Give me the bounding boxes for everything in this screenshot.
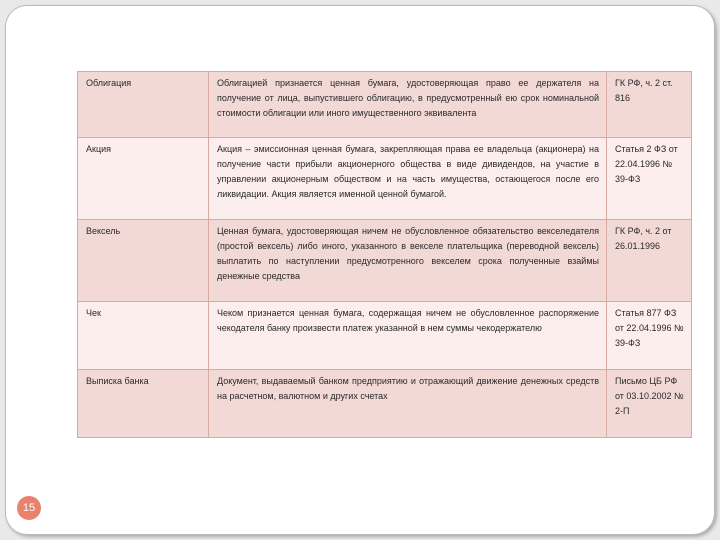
source-cell: ГК РФ, ч. 2 от 26.01.1996	[607, 220, 692, 302]
term-cell: Вексель	[78, 220, 209, 302]
definition-cell: Акция – эмиссионная ценная бумага, закрепляющая права ее владельца (акционера) на получение части прибыли акционерного общества в виде дивидендов, на участие в управлении акционерным обществом и на часть имущества, остающегося после его ликвидации. Акция является именной ценной бумагой.	[209, 138, 607, 220]
table-row	[78, 138, 692, 220]
source-cell: Статья 877 ФЗ от 22.04.1996 № 39-ФЗ	[607, 302, 692, 370]
term-cell: Чек	[78, 302, 209, 370]
term-cell: Выписка банка	[78, 370, 209, 438]
table-row	[78, 220, 692, 302]
slide	[5, 5, 715, 535]
source-cell: Статья 2 ФЗ от 22.04.1996 № 39-ФЗ	[607, 138, 692, 220]
definition-cell: Облигацией признается ценная бумага, удостоверяющая право ее держателя на получение от лица, выпустившего облигацию, в предусмотренный ею срок номинальной стоимости облигации или иного имущественного эквивалента	[209, 72, 607, 138]
table-row	[78, 370, 692, 438]
table-row	[78, 302, 692, 370]
source-cell: ГК РФ, ч. 2 ст. 816	[607, 72, 692, 138]
definition-cell: Документ, выдаваемый банком предприятию и отражающий движение денежных средств на расчетном, валютном и других счетах	[209, 370, 607, 438]
page-number-badge: 15	[17, 496, 41, 520]
term-cell: Акция	[78, 138, 209, 220]
securities-table	[77, 71, 692, 438]
definition-cell: Чеком признается ценная бумага, содержащая ничем не обусловленное распоряжение чекодателя банку произвести платеж указанной в нем суммы чекодержателю	[209, 302, 607, 370]
source-cell: Письмо ЦБ РФ от 03.10.2002 № 2-П	[607, 370, 692, 438]
table-row	[78, 72, 692, 138]
term-cell: Облигация	[78, 72, 209, 138]
definition-cell: Ценная бумага, удостоверяющая ничем не обусловленное обязательство векселедателя (простой вексель) либо иного, указанного в векселе плательщика (переводной вексель) выплатить по наступлении предусмотренного векселем срока полученные взаймы денежные средства	[209, 220, 607, 302]
